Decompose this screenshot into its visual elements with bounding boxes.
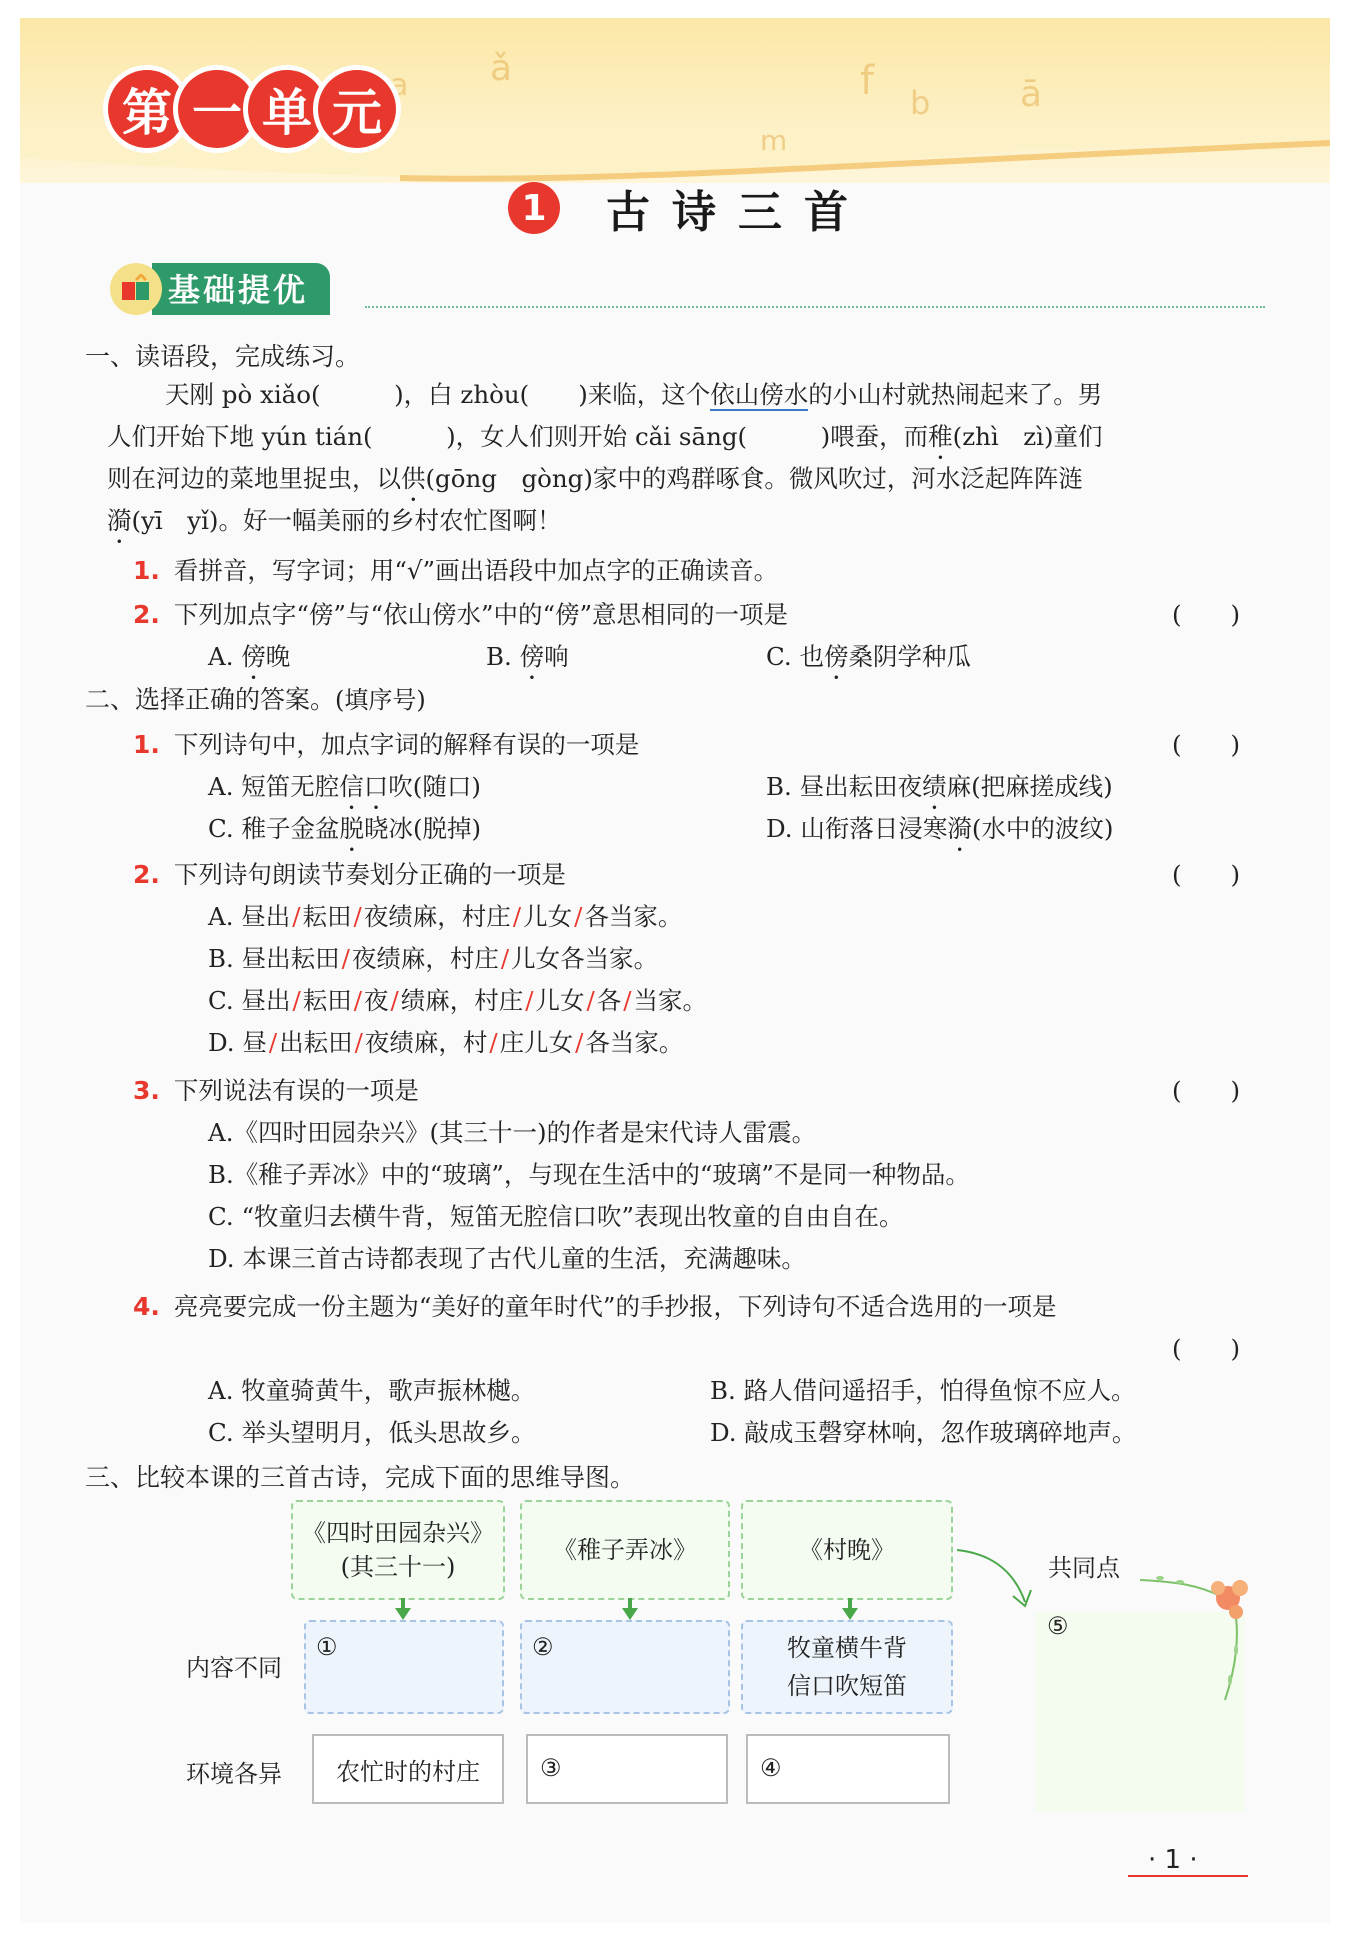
- answer-paren[interactable]: ( ): [1172, 1076, 1241, 1105]
- section-badge-label: 基础提优: [152, 263, 330, 315]
- decor-letter: ǎ: [490, 48, 513, 89]
- option: B. 昼出耘田/夜绩麻，村庄/儿女各当家。: [208, 944, 659, 973]
- answer-paren[interactable]: ( ): [1172, 1334, 1241, 1363]
- option: A. 昼出/耘田/夜绩麻，村庄/儿女/各当家。: [208, 902, 683, 931]
- arrow: [395, 1608, 411, 1620]
- option: D. 山衔落日浸寒漪(水中的波纹): [766, 814, 1114, 843]
- option: B. 傍响: [486, 642, 569, 671]
- question: 1. 看拼音，写字词；用“√”画出语段中加点字的正确读音。: [133, 556, 779, 585]
- passage-line: 天刚 pò xiǎo( )，白 zhòu( )来临，这个依山傍水的小山村就热闹起来了。男: [165, 380, 1103, 409]
- question: 1. 下列诗句中，加点字词的解释有误的一项是: [133, 730, 640, 759]
- option: C. “牧童归去横牛背，短笛无腔信口吹”表现出牧童的自由自在。: [208, 1202, 904, 1231]
- decor-letter: b: [910, 84, 931, 122]
- answer-paren[interactable]: ( ): [1172, 600, 1241, 629]
- option: A. 牧童骑黄牛，歌声振林樾。: [208, 1376, 536, 1405]
- answer-cell[interactable]: ⑤: [1035, 1612, 1245, 1812]
- option: C. 举头望明月，低头思故乡。: [208, 1418, 536, 1447]
- divider: [365, 306, 1265, 308]
- option: A.《四时田园杂兴》(其三十一)的作者是宋代诗人雷震。: [208, 1118, 817, 1147]
- book-icon: [110, 263, 162, 315]
- unit-char: 元: [318, 70, 396, 148]
- question: 2. 下列诗句朗读节奏划分正确的一项是: [133, 860, 566, 889]
- passage-line: 漪(yī yǐ)。好一幅美丽的乡村农忙图啊！: [107, 506, 562, 535]
- poem-box: [520, 1500, 730, 1600]
- lesson-title: 古诗三首: [606, 187, 870, 238]
- part2-heading: 二、选择正确的答案。(填序号): [85, 685, 426, 714]
- poem-box: [741, 1500, 953, 1600]
- decor-letter: f: [860, 58, 875, 104]
- flower-decoration: [1140, 1560, 1250, 1710]
- row-label: 环境各异: [186, 1760, 282, 1788]
- poem-box: [291, 1500, 505, 1600]
- passage-line: 则在河边的菜地里捉虫，以供(gōng gòng)家中的鸡群啄食。微风吹过，河水泛起阵阵涟: [107, 464, 1083, 493]
- question: 2. 下列加点字“傍”与“依山傍水”中的“傍”意思相同的一项是: [133, 600, 789, 629]
- passage-line: 人们开始下地 yún tián( )，女人们则开始 cǎi sāng( )喂蚕，而稚(zhì zì)童们: [107, 422, 1103, 451]
- page-number-underline: [1128, 1875, 1248, 1877]
- common-label: 共同点: [1048, 1554, 1120, 1582]
- unit-title: [108, 70, 388, 148]
- curved-arrow: [955, 1544, 1035, 1614]
- decor-letter: m: [760, 124, 788, 157]
- decor-letter: a: [390, 68, 409, 103]
- arrow: [622, 1608, 638, 1620]
- option: A. 傍晚: [208, 642, 291, 671]
- page-number: · 1 ·: [1148, 1845, 1198, 1875]
- unit-char: 一: [178, 70, 256, 148]
- option: B. 昼出耘田夜绩麻(把麻搓成线): [766, 772, 1113, 801]
- poem-title: 《四时田园杂兴》: [302, 1519, 494, 1547]
- option: D. 本课三首古诗都表现了古代儿童的生活，充满趣味。: [208, 1244, 806, 1273]
- option: D. 昼/出耘田/夜绩麻，村/庄儿女/各当家。: [208, 1028, 684, 1057]
- part1-heading: 一、读语段，完成练习。: [85, 342, 361, 371]
- answer-paren[interactable]: ( ): [1172, 860, 1241, 889]
- option: C. 也傍桑阴学种瓜: [766, 642, 971, 671]
- option: C. 稚子金盆脱晓冰(脱掉): [208, 814, 482, 843]
- option: D. 敲成玉磬穿林响，忽作玻璃碎地声。: [710, 1418, 1137, 1447]
- arrow: [842, 1608, 858, 1620]
- section-badge: [110, 264, 330, 314]
- env-cell: 农忙时的村庄: [312, 1734, 504, 1804]
- part3-heading: 三、比较本课的三首古诗，完成下面的思维导图。: [85, 1463, 636, 1492]
- answer-cell[interactable]: ④: [746, 1734, 950, 1804]
- lesson-header: [508, 176, 870, 240]
- option: C. 昼出/耘田/夜/绩麻，村庄/儿女/各/当家。: [208, 986, 708, 1015]
- answer-cell[interactable]: ②: [520, 1620, 730, 1714]
- answer-cell[interactable]: ③: [526, 1734, 728, 1804]
- question: 4. 亮亮要完成一份主题为“美好的童年时代”的手抄报，下列诗句不适合选用的一项是: [133, 1292, 1057, 1321]
- content-cell: 牧童横牛背 信口吹短笛: [741, 1620, 953, 1714]
- poem-subtitle: (其三十一): [340, 1553, 456, 1581]
- unit-char: 第: [108, 70, 186, 148]
- question: 3. 下列说法有误的一项是: [133, 1076, 419, 1105]
- option: B.《稚子弄冰》中的“玻璃”，与现在生活中的“玻璃”不是同一种物品。: [208, 1160, 970, 1189]
- lesson-number: 1: [508, 182, 560, 234]
- decor-letter: ā: [1020, 74, 1043, 115]
- option: B. 路人借问遥招手，怕得鱼惊不应人。: [710, 1376, 1136, 1405]
- unit-char: 单: [248, 70, 326, 148]
- poem-title: 《稚子弄冰》: [553, 1536, 697, 1564]
- poem-title: 《村晚》: [799, 1536, 895, 1564]
- option: A. 短笛无腔信口吹(随口): [208, 772, 481, 801]
- answer-paren[interactable]: ( ): [1172, 730, 1241, 759]
- answer-cell[interactable]: ①: [304, 1620, 504, 1714]
- row-label: 内容不同: [186, 1654, 282, 1682]
